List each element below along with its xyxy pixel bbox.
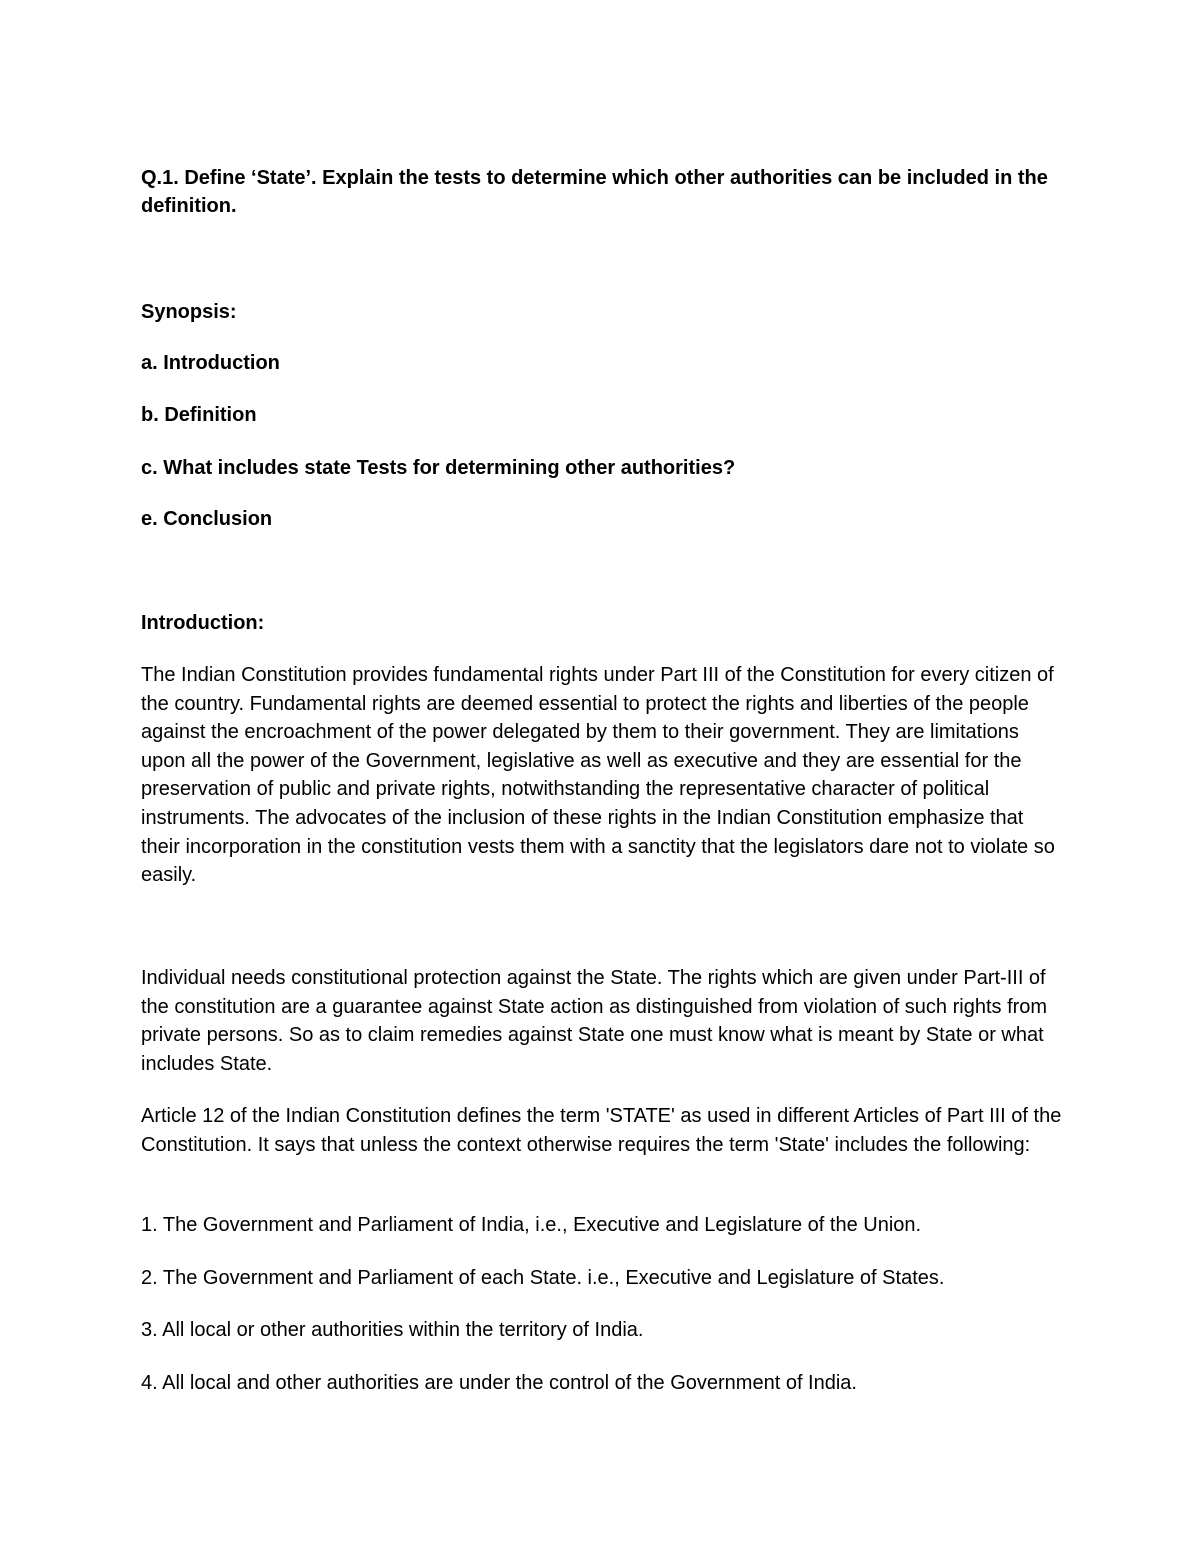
synopsis-item: a. Introduction (141, 352, 280, 374)
introduction-paragraph: The Indian Constitution provides fundamental rights under Part III of the Constitution for every citizen of the country. Fundamental rights are deemed essential to protect the rights and liberties of the people against the encroachment of the power delegated by them to their government. They are limitations upon all the power of the Government, legislative as well as executive and they are essential for the preservation of public and private rights, notwithstanding the representative character of political instruments. The advocates of the inclusion of these rights in the Indian Constitution emphasize that their incorporation in the constitution vests them with a sanctity that the legislators dare not to violate so easily. (141, 664, 1055, 887)
synopsis-title: Synopsis: (141, 301, 237, 323)
introduction-paragraph: Individual needs constitutional protection against the State. The rights which are given under Part-III of the constitution are a guarantee against State action as distinguished from violation of such rights from private persons. So as to claim remedies against State one must know what is meant by State or what includes State. (141, 967, 1048, 1075)
list-item: 3. All local or other authorities within the territory of India. (141, 1319, 644, 1341)
introduction-title: Introduction: (141, 612, 265, 634)
synopsis-item: b. Definition (141, 404, 257, 426)
list-item: 4. All local and other authorities are under the control of the Government of India. (141, 1372, 857, 1394)
question-heading: Q.1. Define ‘State’. Explain the tests to determine which other authorities can be included in the definition. (141, 167, 1048, 217)
introduction-paragraph: Article 12 of the Indian Constitution defines the term 'STATE' as used in different Articles of Part III of the Constitution. It says that unless the context otherwise requires the term 'State' includes the following: (141, 1105, 1062, 1156)
synopsis-item: e. Conclusion (141, 508, 273, 530)
list-item: 2. The Government and Parliament of each State. i.e., Executive and Legislature of States. (141, 1267, 945, 1289)
synopsis-item: c. What includes state Tests for determining other authorities? (141, 457, 736, 479)
list-item: 1. The Government and Parliament of India, i.e., Executive and Legislature of the Union. (141, 1214, 922, 1236)
